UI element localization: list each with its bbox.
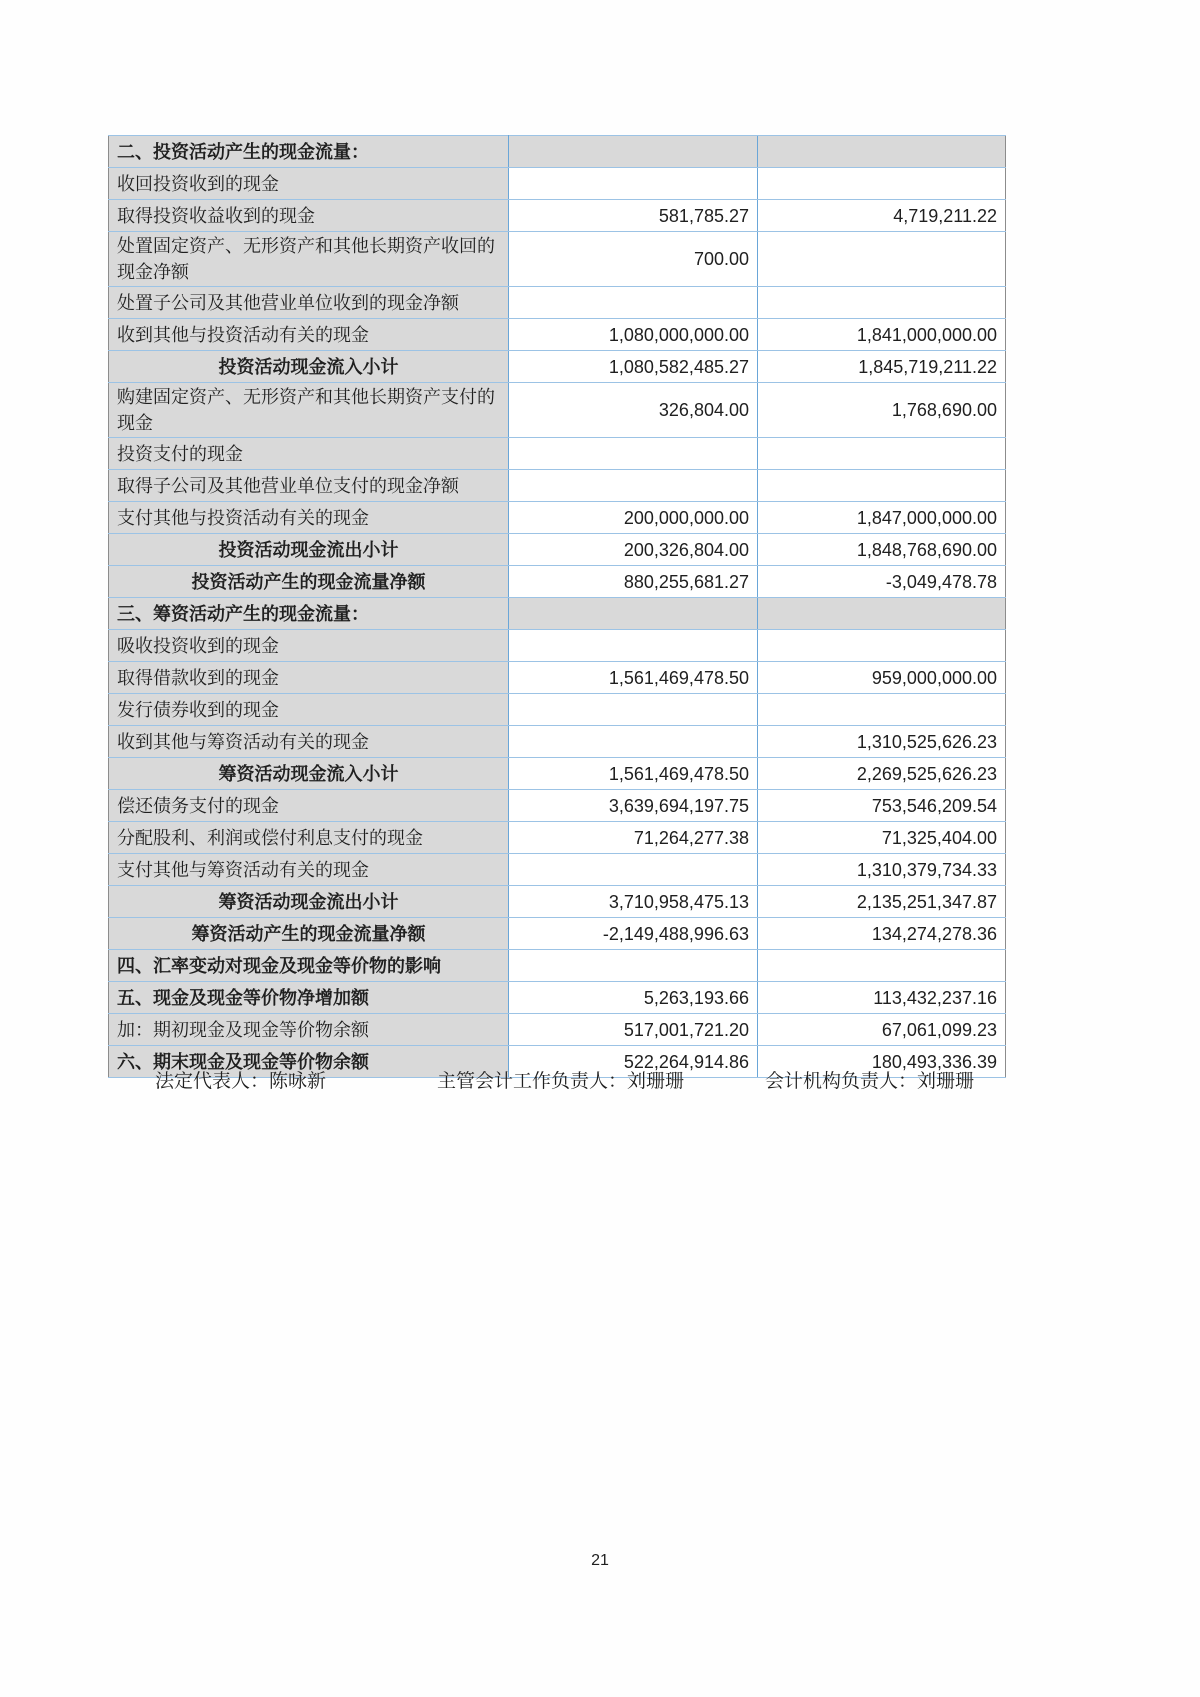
current-period-value-cell bbox=[509, 694, 758, 726]
prior-period-value-cell: 1,310,525,626.23 bbox=[758, 726, 1006, 758]
table-row bbox=[109, 534, 1006, 566]
current-period-value-cell: 71,264,277.38 bbox=[509, 822, 758, 854]
row-label-cell: 取得子公司及其他营业单位支付的现金净额 bbox=[109, 470, 509, 502]
current-period-value-cell bbox=[509, 438, 758, 470]
table-row bbox=[109, 1014, 1006, 1046]
current-period-value-cell: 3,639,694,197.75 bbox=[509, 790, 758, 822]
current-period-value-cell: 1,080,582,485.27 bbox=[509, 351, 758, 383]
prior-period-value-cell bbox=[758, 694, 1006, 726]
prior-period-value-cell bbox=[758, 287, 1006, 319]
cash-flow-statement-table bbox=[108, 135, 1006, 1078]
prior-period-value-cell: 4,719,211.22 bbox=[758, 200, 1006, 232]
row-label-cell: 购建固定资产、无形资产和其他长期资产支付的现金 bbox=[109, 383, 509, 438]
prior-period-value-cell bbox=[758, 232, 1006, 287]
table-row bbox=[109, 136, 1006, 168]
prior-period-value-cell: 1,848,768,690.00 bbox=[758, 534, 1006, 566]
prior-period-value-cell bbox=[758, 470, 1006, 502]
row-label-cell: 二、投资活动产生的现金流量： bbox=[109, 136, 509, 168]
table-row bbox=[109, 502, 1006, 534]
row-label-cell: 发行债券收到的现金 bbox=[109, 694, 509, 726]
prior-period-value-cell: 113,432,237.16 bbox=[758, 982, 1006, 1014]
row-label-cell: 收到其他与投资活动有关的现金 bbox=[109, 319, 509, 351]
prior-period-value-cell: 753,546,209.54 bbox=[758, 790, 1006, 822]
row-label-cell: 收回投资收到的现金 bbox=[109, 168, 509, 200]
table-row bbox=[109, 168, 1006, 200]
prior-period-value-cell bbox=[758, 950, 1006, 982]
table-row bbox=[109, 950, 1006, 982]
current-period-value-cell bbox=[509, 854, 758, 886]
current-period-value-cell: 1,080,000,000.00 bbox=[509, 319, 758, 351]
current-period-value-cell: 522,264,914.86 bbox=[509, 1046, 758, 1078]
row-label-cell: 支付其他与筹资活动有关的现金 bbox=[109, 854, 509, 886]
prior-period-value-cell: 959,000,000.00 bbox=[758, 662, 1006, 694]
row-label-cell: 处置子公司及其他营业单位收到的现金净额 bbox=[109, 287, 509, 319]
current-period-value-cell: 880,255,681.27 bbox=[509, 566, 758, 598]
row-label-cell: 吸收投资收到的现金 bbox=[109, 630, 509, 662]
current-period-value-cell: 200,000,000.00 bbox=[509, 502, 758, 534]
row-label-cell: 筹资活动现金流入小计 bbox=[109, 758, 509, 790]
row-label-cell: 筹资活动产生的现金流量净额 bbox=[109, 918, 509, 950]
table-row bbox=[109, 694, 1006, 726]
table-row bbox=[109, 319, 1006, 351]
prior-period-value-cell: 180,493,336.39 bbox=[758, 1046, 1006, 1078]
row-label-cell: 投资活动产生的现金流量净额 bbox=[109, 566, 509, 598]
current-period-value-cell: 3,710,958,475.13 bbox=[509, 886, 758, 918]
table-row bbox=[109, 232, 1006, 287]
table-row bbox=[109, 351, 1006, 383]
row-label-cell: 四、汇率变动对现金及现金等价物的影响 bbox=[109, 950, 509, 982]
row-label-cell: 投资支付的现金 bbox=[109, 438, 509, 470]
current-period-value-cell: 5,263,193.66 bbox=[509, 982, 758, 1014]
cash-flow-table-body bbox=[109, 136, 1006, 1078]
current-period-value-cell bbox=[509, 726, 758, 758]
row-label-cell: 偿还债务支付的现金 bbox=[109, 790, 509, 822]
prior-period-value-cell bbox=[758, 136, 1006, 168]
current-period-value-cell bbox=[509, 470, 758, 502]
prior-period-value-cell: 2,135,251,347.87 bbox=[758, 886, 1006, 918]
prior-period-value-cell bbox=[758, 630, 1006, 662]
accounting-department-head-signature: 会计机构负责人：刘珊珊 bbox=[765, 1071, 975, 1092]
table-row bbox=[109, 982, 1006, 1014]
current-period-value-cell: 1,561,469,478.50 bbox=[509, 662, 758, 694]
current-period-value-cell: 581,785.27 bbox=[509, 200, 758, 232]
current-period-value-cell bbox=[509, 136, 758, 168]
row-label-cell: 六、期末现金及现金等价物余额 bbox=[109, 1046, 509, 1078]
row-label-cell: 加：期初现金及现金等价物余额 bbox=[109, 1014, 509, 1046]
table-row bbox=[109, 383, 1006, 438]
current-period-value-cell: 517,001,721.20 bbox=[509, 1014, 758, 1046]
current-period-value-cell: 200,326,804.00 bbox=[509, 534, 758, 566]
page-number: 21 bbox=[591, 1552, 609, 1569]
current-period-value-cell: 1,561,469,478.50 bbox=[509, 758, 758, 790]
signature-row bbox=[0, 1066, 1200, 1096]
table-row bbox=[109, 598, 1006, 630]
table-row bbox=[109, 758, 1006, 790]
table-row bbox=[109, 438, 1006, 470]
row-label-cell: 分配股利、利润或偿付利息支付的现金 bbox=[109, 822, 509, 854]
current-period-value-cell: -2,149,488,996.63 bbox=[509, 918, 758, 950]
current-period-value-cell bbox=[509, 168, 758, 200]
current-period-value-cell bbox=[509, 598, 758, 630]
table-row bbox=[109, 918, 1006, 950]
prior-period-value-cell: 67,061,099.23 bbox=[758, 1014, 1006, 1046]
row-label-cell: 投资活动现金流出小计 bbox=[109, 534, 509, 566]
row-label-cell: 五、现金及现金等价物净增加额 bbox=[109, 982, 509, 1014]
current-period-value-cell bbox=[509, 950, 758, 982]
row-label-cell: 取得投资收益收到的现金 bbox=[109, 200, 509, 232]
table-row bbox=[109, 822, 1006, 854]
row-label-cell: 取得借款收到的现金 bbox=[109, 662, 509, 694]
prior-period-value-cell: 1,845,719,211.22 bbox=[758, 351, 1006, 383]
prior-period-value-cell: 71,325,404.00 bbox=[758, 822, 1006, 854]
prior-period-value-cell bbox=[758, 438, 1006, 470]
prior-period-value-cell: 1,310,379,734.33 bbox=[758, 854, 1006, 886]
current-period-value-cell: 700.00 bbox=[509, 232, 758, 287]
table-row bbox=[109, 886, 1006, 918]
prior-period-value-cell: 1,847,000,000.00 bbox=[758, 502, 1006, 534]
legal-representative-signature: 法定代表人：陈咏新 bbox=[155, 1071, 327, 1092]
prior-period-value-cell: 1,841,000,000.00 bbox=[758, 319, 1006, 351]
table-row bbox=[109, 470, 1006, 502]
row-label-cell: 投资活动现金流入小计 bbox=[109, 351, 509, 383]
table-row bbox=[109, 662, 1006, 694]
table-row bbox=[109, 854, 1006, 886]
chief-accountant-signature: 主管会计工作负责人：刘珊珊 bbox=[437, 1071, 685, 1092]
row-label-cell: 处置固定资产、无形资产和其他长期资产收回的现金净额 bbox=[109, 232, 509, 287]
table-row bbox=[109, 726, 1006, 758]
current-period-value-cell bbox=[509, 630, 758, 662]
prior-period-value-cell: 134,274,278.36 bbox=[758, 918, 1006, 950]
table-row bbox=[109, 566, 1006, 598]
table-row bbox=[109, 630, 1006, 662]
prior-period-value-cell: 2,269,525,626.23 bbox=[758, 758, 1006, 790]
row-label-cell: 三、筹资活动产生的现金流量： bbox=[109, 598, 509, 630]
row-label-cell: 筹资活动现金流出小计 bbox=[109, 886, 509, 918]
prior-period-value-cell bbox=[758, 168, 1006, 200]
row-label-cell: 收到其他与筹资活动有关的现金 bbox=[109, 726, 509, 758]
prior-period-value-cell bbox=[758, 598, 1006, 630]
table-row bbox=[109, 790, 1006, 822]
row-label-cell: 支付其他与投资活动有关的现金 bbox=[109, 502, 509, 534]
current-period-value-cell bbox=[509, 287, 758, 319]
prior-period-value-cell: -3,049,478.78 bbox=[758, 566, 1006, 598]
current-period-value-cell: 326,804.00 bbox=[509, 383, 758, 438]
table-row bbox=[109, 200, 1006, 232]
prior-period-value-cell: 1,768,690.00 bbox=[758, 383, 1006, 438]
table-row bbox=[109, 287, 1006, 319]
